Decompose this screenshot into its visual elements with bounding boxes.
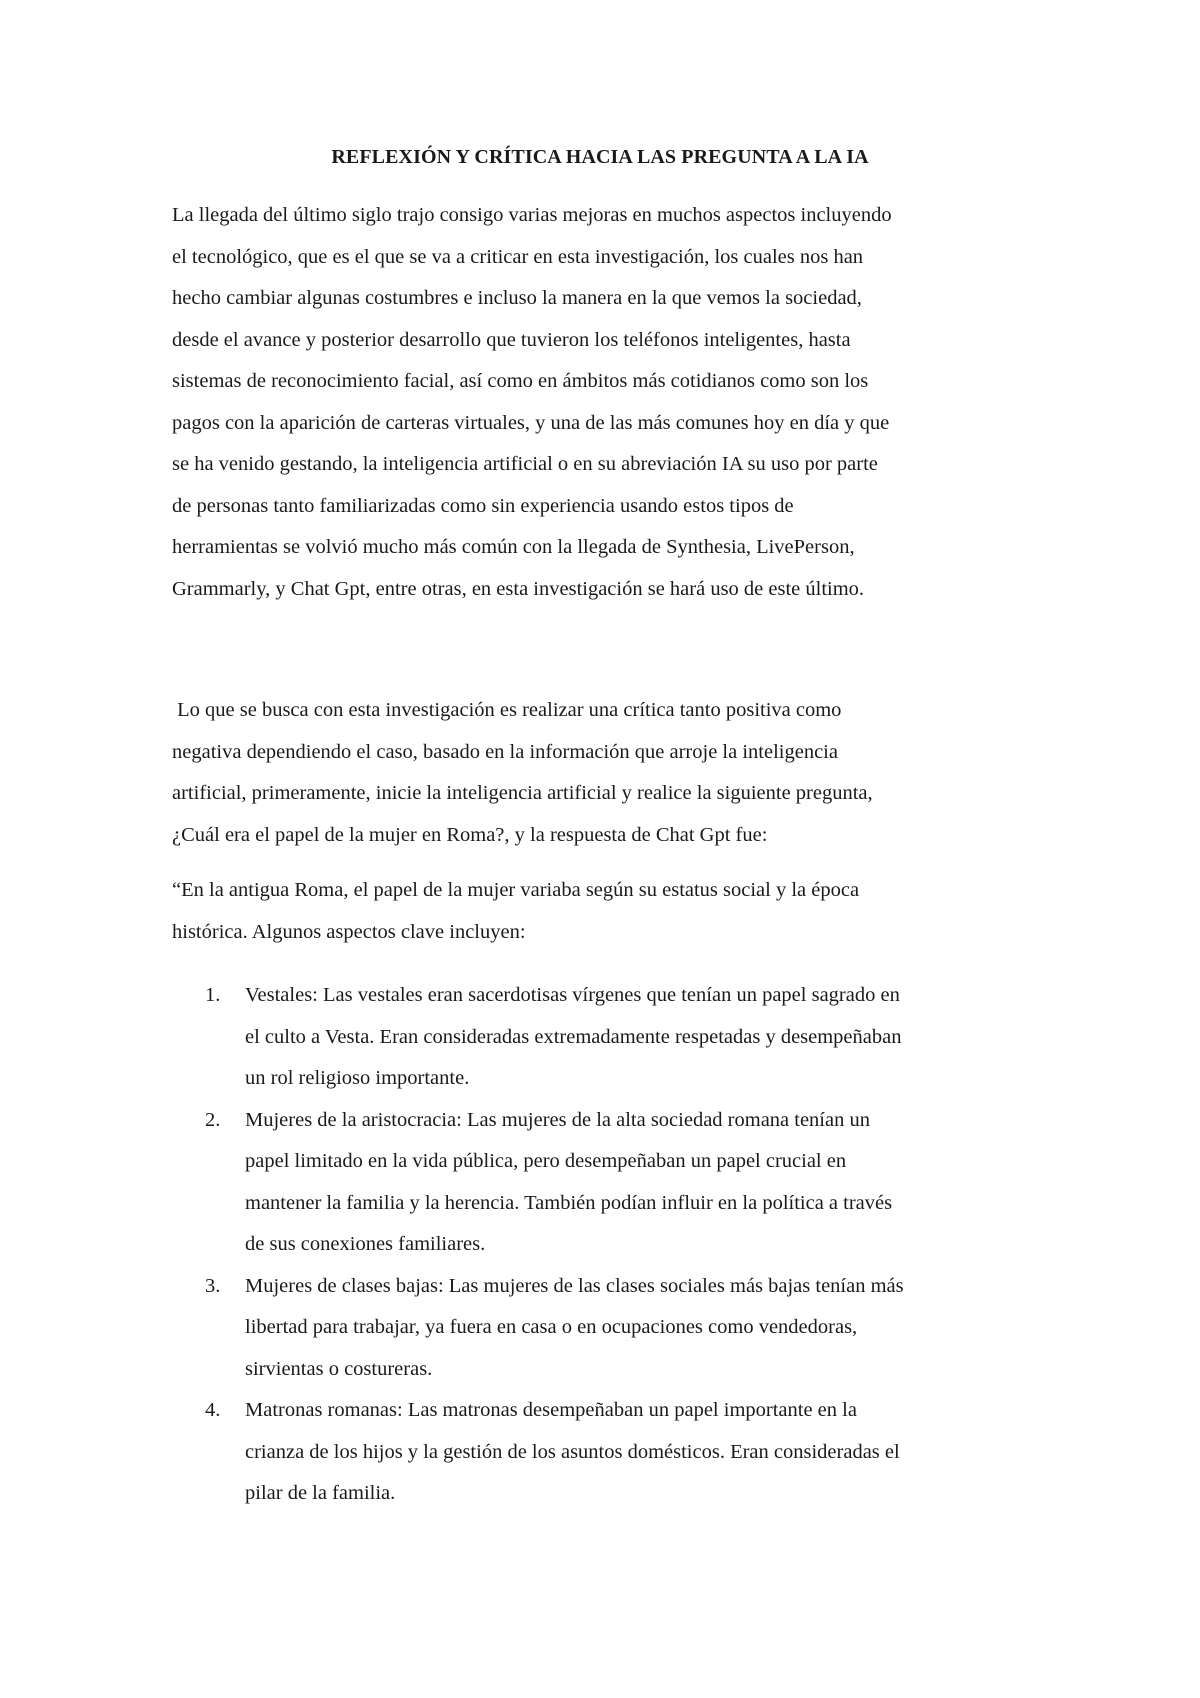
list-line: Vestales: Las vestales eran sacerdotisas vírgenes que tenían un papel sagrado en <box>245 984 900 1006</box>
list-number: 2. <box>205 1108 221 1131</box>
list-item <box>172 1100 1036 1266</box>
list-line: pilar de la familia. <box>245 1482 396 1504</box>
list-line: mantener la familia y la herencia. También podían influir en la política a través <box>245 1191 893 1214</box>
paragraph-line: ¿Cuál era el papel de la mujer en Roma?, y la respuesta de Chat Gpt fue: <box>172 823 768 846</box>
paragraph-line: “En la antigua Roma, el papel de la mujer variaba según su estatus social y la época <box>172 879 860 901</box>
list-line: Mujeres de la aristocracia: Las mujeres de la alta sociedad romana tenían un <box>245 1108 870 1131</box>
numbered-list <box>172 975 1036 1515</box>
paragraph-line: hecho cambiar algunas costumbres e incluso la manera en la que vemos la sociedad, <box>172 287 862 309</box>
list-line: un rol religioso importante. <box>245 1067 470 1089</box>
list-line: libertad para trabajar, ya fuera en casa o en ocupaciones como vendedoras, <box>245 1316 858 1338</box>
list-number: 3. <box>205 1274 221 1297</box>
paragraph-line: herramientas se volvió mucho más común con la llegada de Synthesia, LivePerson, <box>172 536 855 558</box>
paragraph-line: se ha venido gestando, la inteligencia artificial o en su abreviación IA su uso por parte <box>172 453 878 475</box>
list-item <box>172 975 1036 1100</box>
intro-paragraph <box>172 195 1036 610</box>
list-number: 4. <box>205 1399 221 1421</box>
purpose-paragraph <box>172 690 1036 856</box>
list-item <box>172 1390 1036 1515</box>
paragraph-line: sistemas de reconocimiento facial, así como en ámbitos más cotidianos como son los <box>172 370 869 392</box>
paragraph-line: pagos con la aparición de carteras virtuales, y una de las más comunes hoy en día y que <box>172 411 890 434</box>
paragraph-line: de personas tanto familiarizadas como sin experiencia usando estos tipos de <box>172 494 794 517</box>
list-line: sirvientas o costureras. <box>245 1357 433 1380</box>
paragraph-line: desde el avance y posterior desarrollo que tuvieron los teléfonos inteligentes, hasta <box>172 328 851 351</box>
list-line: crianza de los hijos y la gestión de los asuntos domésticos. Eran consideradas el <box>245 1440 900 1463</box>
paragraph-line: negativa dependiendo el caso, basado en la información que arroje la inteligencia <box>172 740 838 763</box>
list-line: el culto a Vesta. Eran consideradas extremadamente respetadas y desempeñaban <box>245 1025 902 1048</box>
paragraph-line: La llegada del último siglo trajo consigo varias mejoras en muchos aspectos incluyendo <box>172 204 892 226</box>
quote-intro-paragraph <box>172 870 1036 953</box>
paragraph-line: histórica. Algunos aspectos clave incluyen: <box>172 920 526 943</box>
list-number: 1. <box>205 984 221 1006</box>
list-item <box>172 1266 1036 1391</box>
paragraph-line: el tecnológico, que es el que se va a criticar en esta investigación, los cuales nos han <box>172 245 864 268</box>
list-line: Mujeres de clases bajas: Las mujeres de las clases sociales más bajas tenían más <box>245 1274 904 1297</box>
paragraph-line: artificial, primeramente, inicie la inteligencia artificial y realice la siguiente pregunta, <box>172 782 873 804</box>
list-line: Matronas romanas: Las matronas desempeñaban un papel importante en la <box>245 1399 857 1421</box>
paragraph-line: Lo que se busca con esta investigación es realizar una crítica tanto positiva como <box>172 699 842 721</box>
list-line: de sus conexiones familiares. <box>245 1233 486 1255</box>
list-line: papel limitado en la vida pública, pero desempeñaban un papel crucial en <box>245 1150 847 1172</box>
paragraph-line: Grammarly, y Chat Gpt, entre otras, en esta investigación se hará uso de este último. <box>172 577 865 600</box>
document-title: REFLEXIÓN Y CRÍTICA HACIA LAS PREGUNTA A LA IA <box>331 146 869 168</box>
